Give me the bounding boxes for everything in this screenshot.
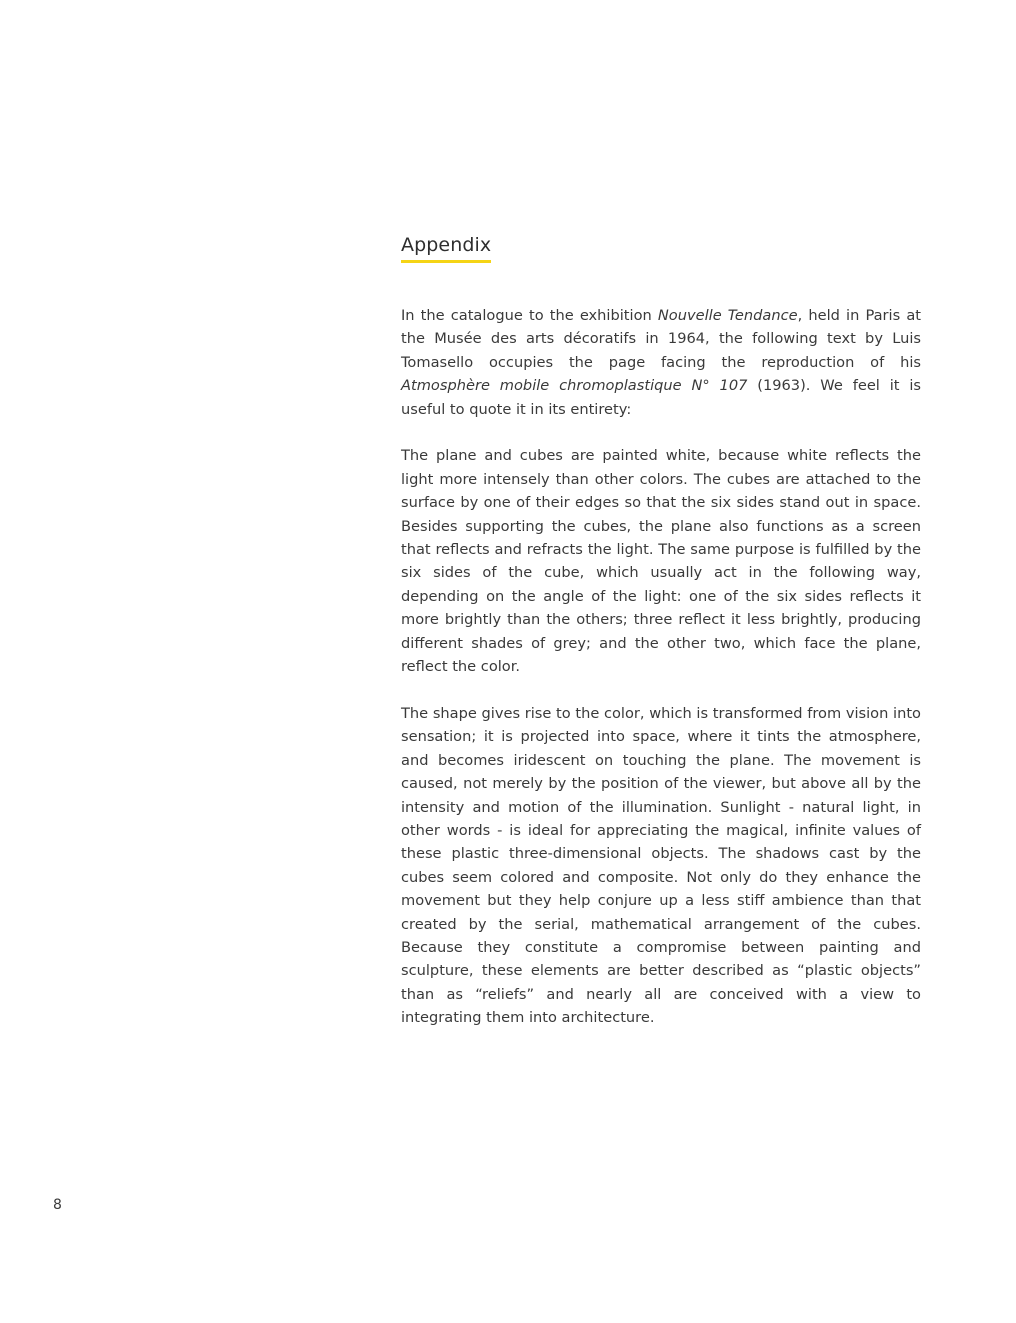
intro-text-2: , held in Paris at the Musée des arts décoratifs in 1964, the following text by Luis Tomasello occupies the page facing the reproduction of his — [401, 307, 921, 371]
page-heading: Appendix — [401, 232, 491, 263]
body-text — [401, 304, 921, 1030]
page-number: 8 — [53, 1197, 62, 1213]
intro-text-3: (1963). We feel it is useful to quote it in its entirety: — [401, 377, 921, 418]
artwork-title: Atmosphère mobile chromoplastique N° 107 — [401, 377, 748, 395]
intro-paragraph — [401, 304, 921, 421]
intro-text-1: In the catalogue to the exhibition — [401, 307, 658, 324]
exhibition-title: Nouvelle Tendance — [657, 307, 798, 324]
quote-paragraph-2: The shape gives rise to the color, which is transformed from vision into sensation; it is projected into space, where it tints the atmosphere, and becomes iridescent on touching the plane. The movement is caused, not merely by the position of the viewer, but above all by the intensity and motion of the illumination. Sunlight - natural light, in other words - is ideal for appreciating the magical, infinite values of these plastic three-dimensional objects. The shadows cast by the cubes seem colored and composite. Not only do they enhance the movement but they help conjure up a less stiff ambience than that created by the serial, mathematical arrangement of the cubes. Because they constitute a compromise between painting and sculpture, these elements are better described as “plastic objects” than as “reliefs” and nearly all are conceived with a view to integrating them into architecture. — [401, 704, 921, 1027]
quote-paragraph-1: The plane and cubes are painted white, because white reflects the light more intensely than other colors. The cubes are attached to the surface by one of their edges so that the six sides stand out in space. Besides supporting the cubes, the plane also functions as a screen that reflects and refracts the light. The same purpose is fulfilled by the six sides of the cube, which usually act in the following way, depending on the angle of the light: one of the six sides reflects it more brightly than the others; three reflect it less brightly, producing different shades of grey; and the other two, which face the plane, reflect the color. — [401, 447, 921, 676]
